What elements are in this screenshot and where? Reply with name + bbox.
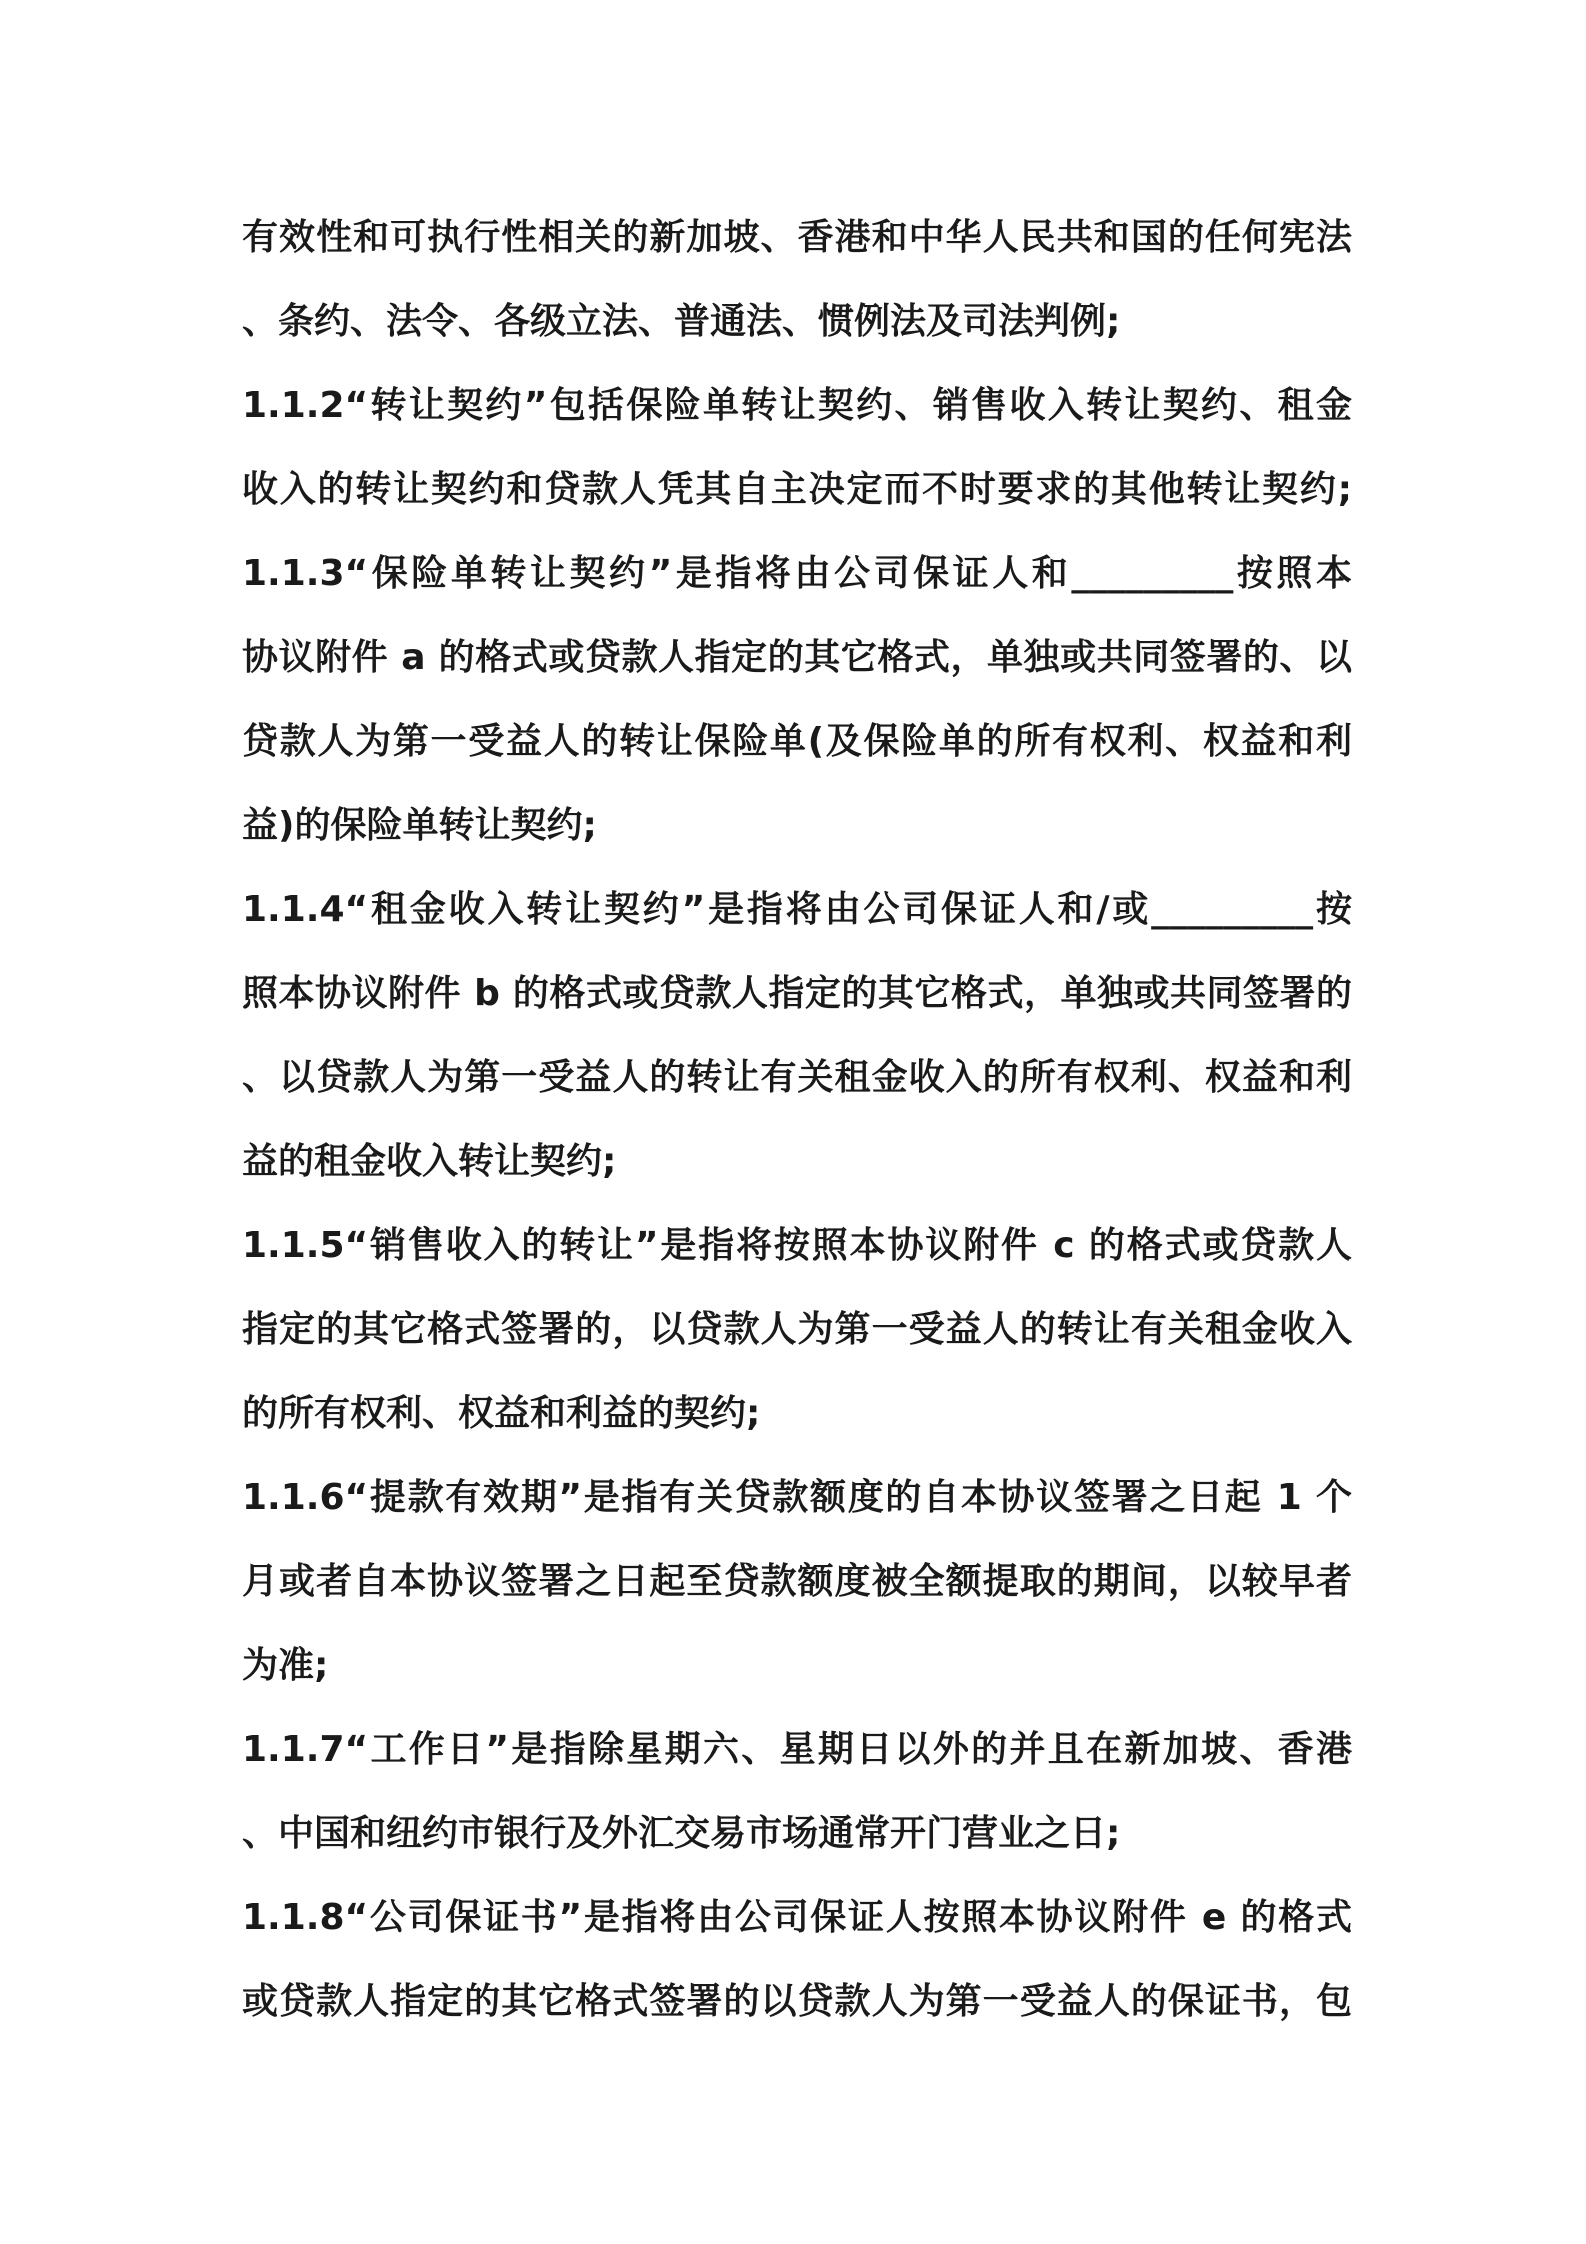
text-line-16: 1.1.6“提款有效期”是指有关贷款额度的自本协议签署之日起 1 个 bbox=[242, 1477, 1352, 1518]
text-line-17: 月或者自本协议签署之日起至贷款额度被全额提取的期间，以较早者 bbox=[242, 1561, 1352, 1602]
document-body bbox=[242, 196, 1352, 2044]
text-line-14: 指定的其它格式签署的，以贷款人为第一受益人的转让有关租金收入 bbox=[242, 1309, 1352, 1350]
text-line-20: 、中国和纽约市银行及外汇交易市场通常开门营业之日; bbox=[242, 1813, 1121, 1854]
text-line-12: 益的租金收入转让契约; bbox=[242, 1141, 617, 1182]
text-line-5: 1.1.3“保险单转让契约”是指将由公司保证人和_________按照本 bbox=[242, 553, 1352, 594]
text-line-3: 1.1.2“转让契约”包括保险单转让契约、销售收入转让契约、租金 bbox=[242, 385, 1352, 426]
text-line-18: 为准; bbox=[242, 1645, 329, 1686]
text-line-13: 1.1.5“销售收入的转让”是指将按照本协议附件 c 的格式或贷款人 bbox=[242, 1225, 1352, 1266]
text-line-22: 或贷款人指定的其它格式签署的以贷款人为第一受益人的保证书，包 bbox=[242, 1981, 1352, 2022]
text-line-8: 益)的保险单转让契约; bbox=[242, 805, 597, 846]
text-line-19: 1.1.7“工作日”是指除星期六、星期日以外的并且在新加坡、香港 bbox=[242, 1729, 1352, 1770]
text-line-15: 的所有权利、权益和利益的契约; bbox=[242, 1393, 761, 1434]
text-line-1: 有效性和可执行性相关的新加坡、香港和中华人民共和国的任何宪法 bbox=[242, 217, 1352, 258]
text-line-10: 照本协议附件 b 的格式或贷款人指定的其它格式，单独或共同签署的 bbox=[242, 973, 1352, 1014]
text-line-7: 贷款人为第一受益人的转让保险单(及保险单的所有权利、权益和利 bbox=[242, 721, 1352, 762]
text-line-6: 协议附件 a 的格式或贷款人指定的其它格式，单独或共同签署的、以 bbox=[242, 637, 1352, 678]
text-line-9: 1.1.4“租金收入转让契约”是指将由公司保证人和/或_________按 bbox=[242, 889, 1352, 930]
text-line-11: 、以贷款人为第一受益人的转让有关租金收入的所有权利、权益和利 bbox=[242, 1057, 1352, 1098]
text-line-21: 1.1.8“公司保证书”是指将由公司保证人按照本协议附件 e 的格式 bbox=[242, 1897, 1352, 1938]
text-line-2: 、条约、法令、各级立法、普通法、惯例法及司法判例; bbox=[242, 301, 1121, 342]
text-line-4: 收入的转让契约和贷款人凭其自主决定而不时要求的其他转让契约; bbox=[242, 469, 1352, 510]
